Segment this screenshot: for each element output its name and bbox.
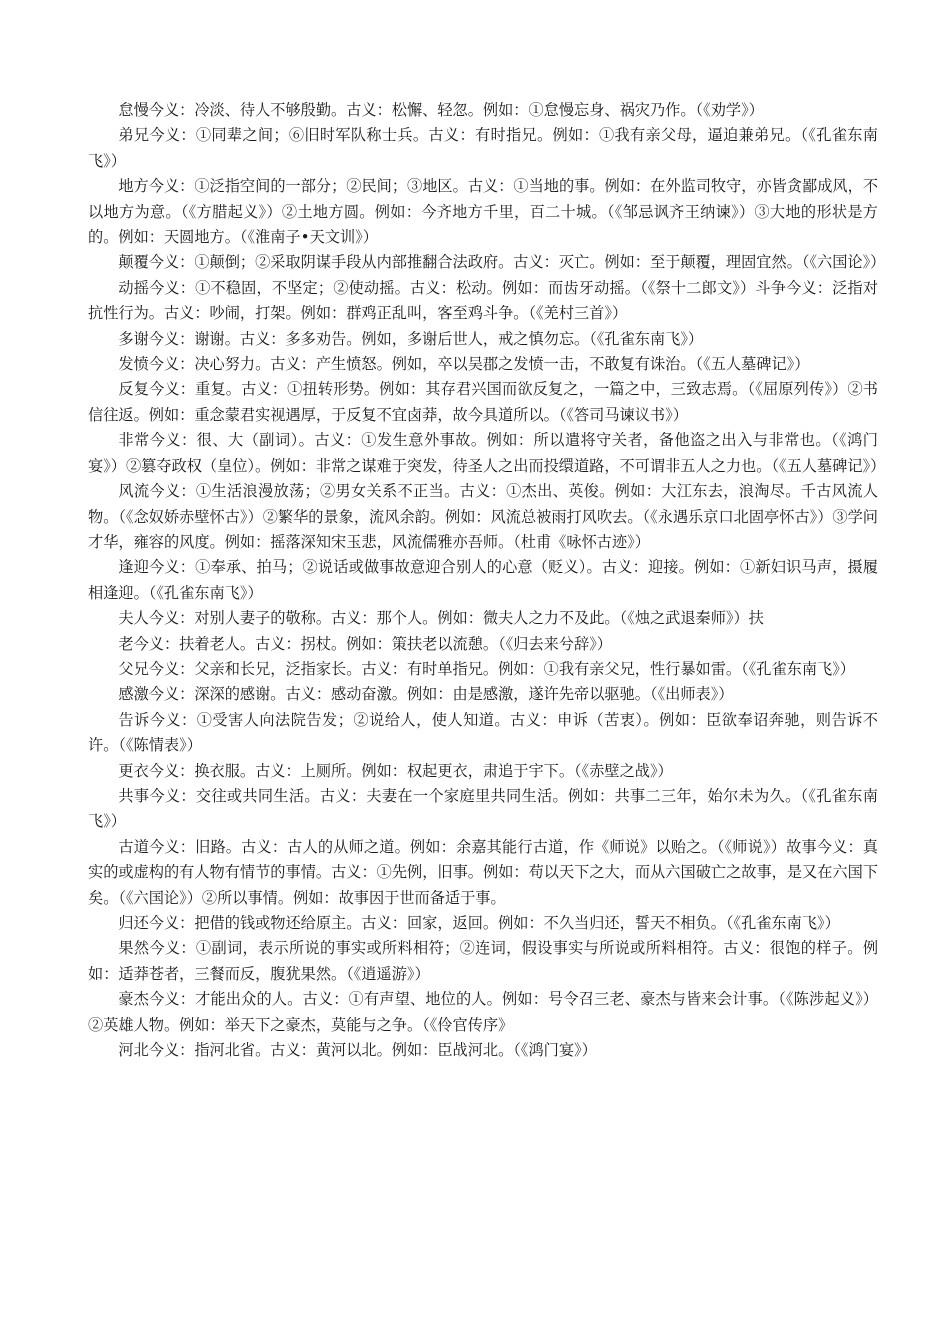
entry-paragraph: 豪杰今义：才能出众的人。古义：①有声望、地位的人。例如：号令召三老、豪杰与皆来会计事。（《陈涉起义》）②英雄人物。例如：举天下之豪杰，莫能与之争。（《伶官传序》 (88, 990, 878, 1034)
entry-paragraph: 共事今义：交往或共同生活。古义：夫妻在一个家庭里共同生活。例如：共事二三年，始尔未为久。（《孔雀东南飞》） (88, 786, 878, 831)
entry-paragraph: 归还今义：把借的钱或物还给原主。古义：回家，返回。例如：不久当归还，誓天不相负。（《孔雀东南飞》） (118, 914, 840, 932)
entry-paragraph: 地方今义：①泛指空间的一部分；②民间；③地区。古义：①当地的事。例如：在外监司牧守，亦皆贪鄙成风，不以地方为意。（《方腊起义》）②土地方圆。例如：今齐地方千里，百二十城。（《邹忌讽齐王纳谏》）③大地的形状是方的。例如：天圆地方。（《淮南子•天文训》） (88, 177, 878, 247)
entry-paragraph: 动摇今义：①不稳固，不坚定；②使动摇。古义：松动。例如：而齿牙动摇。（《祭十二郎文》）斗争今义：泛指对抗性行为。古义：吵闹，打架。例如：群鸡正乱叫，客至鸡斗争。（《羌村三首》） (88, 278, 878, 323)
entry-paragraph: 非常今义：很、大（副词）。古义：①发生意外事故。例如：所以遣将守关者，备他盗之出入与非常也。（《鸿门宴》）②篡夺政权（皇位）。例如：非常之谋难于突发，待圣人之出而投缳道路，不可谓非五人之力也。（《五人墓碑记》） (88, 431, 886, 475)
entry-paragraph: 老今义：扶着老人。古义：拐杖。例如：策扶老以流憩。（《归去来兮辞》） (118, 634, 612, 653)
entry-paragraph: 夫人今义：对别人妻子的敬称。古义：那个人。例如：微夫人之力不及此。（《烛之武退秦师》）扶 (118, 609, 764, 628)
entry-paragraph: 颠覆今义：①颠倒；②采取阴谋手段从内部推翻合法政府。古义：灭亡。例如：至于颠覆，理固宜然。（《六国论》） (118, 253, 886, 272)
entry-paragraph: 反复今义：重复。古义：①扭转形势。例如：其存君兴国而欲反复之，一篇之中，三致志焉。（《屈原列传》）②书信往返。例如：重念蒙君实视遇厚，于反复不宜卤莽，故今具道所以。（《答司马谏议书》） (88, 380, 878, 424)
entry-paragraph: 多谢今义：谢谢。古义：多多劝告。例如，多谢后世人，戒之慎勿忘。（《孔雀东南飞》） (118, 329, 704, 348)
entry-paragraph: 怠慢今义：冷淡、待人不够殷勤。古义：松懈、轻忽。例如：①怠慢忘身、祸灾乃作。（《劝学》） (118, 101, 764, 119)
entry-paragraph: 更衣今义：换衣服。古义：上厕所。例如：权起更衣，肃追于宇下。（《赤壁之战》） (118, 761, 673, 780)
entry-paragraph: 感激今义：深深的感谢。古义：感动奋激。例如：由是感激，遂许先帝以驱驰。（《出师表》） (118, 685, 734, 704)
entry-paragraph: 父兄今义：父亲和长兄，泛指家长。古义：有时单指兄。例如：①我有亲父兄，性行暴如雷。（《孔雀东南飞》） (118, 659, 855, 678)
entry-paragraph: 逢迎今义：①奉承、拍马；②说话或做事故意迎合别人的心意（贬义）。古义：迎接。例如：①新妇识马声，摄履相逢迎。（《孔雀东南飞》） (88, 558, 878, 602)
entry-paragraph: 河北今义：指河北省。古义：黄河以北。例如：臣战河北。（《鸿门宴》） (118, 1041, 597, 1060)
document-page (88, 98, 886, 1063)
entry-paragraph: 风流今义：①生活浪漫放荡；②男女关系不正当。古义：①杰出、英俊。例如：大江东去，浪淘尽。千古风流人物。（《念奴娇赤壁怀古》）②繁华的景象，流风余韵。例如：风流总被雨打风吹去。（《永遇乐京口北固亭怀古》）③学问才华，雍容的风度。例如：摇落深知宋玉悲，风流儒雅亦吾师。（杜甫《咏怀古迹》） (88, 482, 878, 551)
entry-paragraph: 弟兄今义：①同辈之间；⑥旧时军队称士兵。古义：有时指兄。例如：①我有亲父母，逼迫兼弟兄。（《孔雀东南飞》） (88, 126, 878, 170)
entry-paragraph: 果然今义：①副词，表示所说的事实或所料相符；②连词，假设事实与所说或所料相符。古义：很饱的样子。例如：适莽苍者，三餐而反，腹犹果然。（《逍遥游》） (88, 939, 878, 983)
entry-paragraph: 发愤今义：决心努力。古义：产生愤怒。例如，卒以吴郡之发愤一击，不敢复有诛治。（《五人墓碑记》） (118, 355, 810, 374)
entry-paragraph: 古道今义：旧路。古义：古人的从师之道。例如：余嘉其能行古道，作《师说》以贻之。（《师说》）故事今义：真实的或虚构的有人物有情节的事情。古义：①先例，旧事。例如：苟以天下之大，而从六国破亡之故事，是又在六国下矣。（《六国论》）②所以事情。例如：故事因于世而备适于事。 (88, 837, 878, 907)
entry-paragraph: 告诉今义：①受害人向法院告发；②说给人，使人知道。古义：申诉（苦衷）。例如：臣欲奉诏奔驰，则告诉不许。（《陈情表》） (88, 710, 878, 755)
